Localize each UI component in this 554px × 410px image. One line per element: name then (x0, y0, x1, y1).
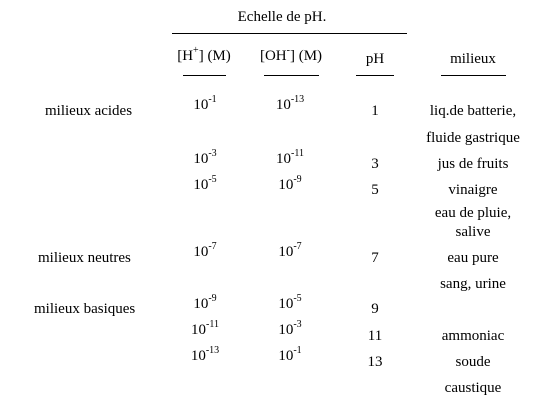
milieu-label: liq.de batterie, (429, 103, 517, 119)
table-cell-ph: 11 (367, 328, 383, 344)
table-cell-h: $10^{-3}$ (193, 148, 217, 167)
table-cell-oh: $10^{-1}$ (278, 345, 302, 364)
table-cell-oh: $10^{-13}$ (275, 94, 305, 113)
category-basiques: milieux basiques (34, 301, 136, 317)
milieu-label: fluide gastrique (426, 130, 520, 146)
table-cell-h: $10^{-7}$ (193, 241, 217, 260)
milieu-label: soude (455, 354, 491, 370)
milieu-label: jus de fruits (437, 156, 509, 172)
milieu-label: salive (455, 224, 491, 240)
milieu-label: caustique (444, 380, 502, 396)
header-oh-concentration: [OH-] (M) (259, 45, 323, 64)
milieu-label: eau pure (447, 250, 499, 266)
header-ph: pH (365, 51, 385, 67)
table-cell-h: $10^{-13}$ (190, 345, 220, 364)
table-cell-oh: $10^{-9}$ (278, 174, 302, 193)
title-rule (172, 33, 407, 34)
table-cell-ph: 5 (371, 182, 379, 198)
table-cell-h: $10^{-1}$ (193, 94, 217, 113)
category-acides: milieux acides (45, 103, 133, 119)
table-cell-ph: 9 (371, 301, 379, 317)
table-cell-oh: $10^{-3}$ (278, 319, 302, 338)
table-cell-ph: 13 (367, 354, 383, 370)
table-cell-ph: 7 (371, 250, 379, 266)
header-h-concentration: [H+] (M) (177, 45, 231, 64)
header-rule-milieux (441, 75, 506, 76)
table-cell-oh: $10^{-5}$ (278, 293, 302, 312)
table-cell-oh: $10^{-11}$ (276, 148, 304, 167)
table-cell-h: $10^{-5}$ (193, 174, 217, 193)
milieu-label: ammoniac (441, 328, 505, 344)
header-rule-h (183, 75, 226, 76)
table-cell-h: $10^{-9}$ (193, 293, 217, 312)
table-cell-ph: 1 (371, 103, 379, 119)
header-rule-oh (264, 75, 319, 76)
table-cell-h: $10^{-11}$ (191, 319, 219, 338)
table-cell-ph: 3 (371, 156, 379, 172)
header-milieux: milieux (450, 51, 496, 67)
table-title: Echelle de pH. (237, 9, 327, 25)
milieu-label: eau de pluie, (434, 205, 512, 221)
milieu-label: vinaigre (448, 182, 498, 198)
table-cell-oh: $10^{-7}$ (278, 241, 302, 260)
header-rule-ph (356, 75, 394, 76)
category-neutres: milieux neutres (38, 250, 131, 266)
milieu-label: sang, urine (440, 276, 506, 292)
